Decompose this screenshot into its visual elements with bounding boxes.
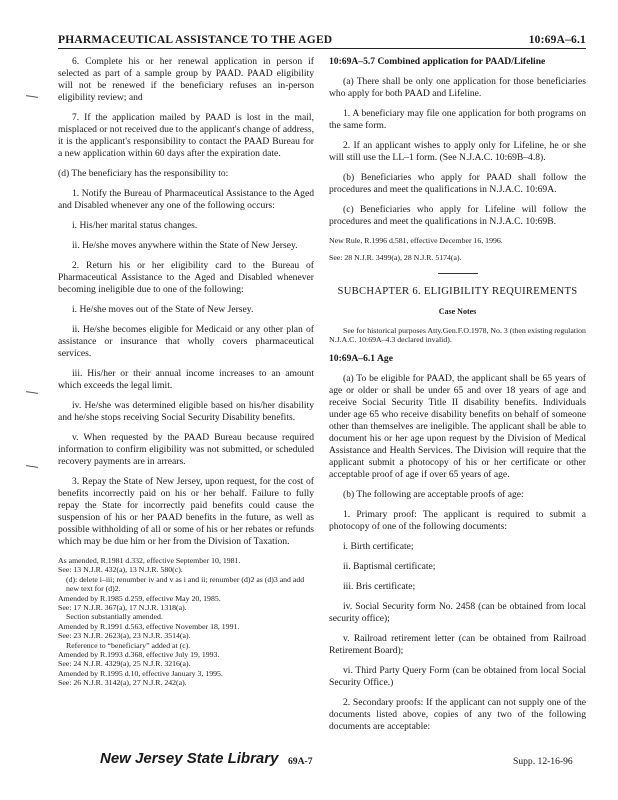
header-title: PHARMACEUTICAL ASSISTANCE TO THE AGED <box>58 34 333 46</box>
note-line: As amended, R.1981 d.332, effective September 10, 1981. <box>58 556 241 565</box>
paragraph: ii. Baptismal certificate; <box>343 560 436 572</box>
section-heading: 10:69A–5.7 Combined application for PAAD/Lifeline <box>329 56 546 67</box>
left-column <box>58 56 314 688</box>
paragraph: (b) Beneficiaries who apply for PAAD shall follow the procedures and meet the qualifications in N.J.A.C. 10:69A. <box>329 172 586 195</box>
margin-mark <box>26 391 38 394</box>
paragraph: 1. A beneficiary may file one application for both programs on the same form. <box>329 108 586 131</box>
paragraph: i. His/her marital status changes. <box>72 220 198 231</box>
note-line: See: 13 N.J.R. 432(a), 13 N.J.R. 580(c). <box>58 565 183 575</box>
margin-mark <box>26 465 38 468</box>
paragraph: 2. Secondary proofs: If the applicant can not supply one of the documents listed above, copies of any two of the following documents are acceptable: <box>329 696 586 732</box>
paragraph: 2. Return his or her eligibility card to the Bureau of Pharmaceutical Assistance to the Aged and Disabled whenever becoming ineligible due to one of the following: <box>58 260 314 295</box>
note-line: See: 28 N.J.R. 3499(a), 28 N.J.R. 5174(a). <box>329 253 462 263</box>
paragraph: iv. He/she was determined eligible based on his/her disability and he/she stops receiving Social Security Disability benefits. <box>58 400 314 423</box>
case-notes-heading: Case Notes <box>438 306 477 316</box>
paragraph: iii. His/her or their annual income increases to an amount which exceeds the legal limit. <box>58 368 314 391</box>
paragraph: vi. Third Party Query Form (can be obtained from local Social Security Office.) <box>329 664 586 688</box>
header-rule <box>58 48 586 49</box>
paragraph: iii. Bris certificate; <box>343 580 416 592</box>
paragraph: 6. Complete his or her renewal application in person if selected as part of a sample group by PAAD. PAAD eligibility will not be renewed if the beneficiary refuses an in-person eligibility review; and <box>58 56 314 103</box>
margin-mark <box>26 95 38 98</box>
page-number: 69A-7 <box>288 756 313 767</box>
subchapter-heading: SUBCHAPTER 6. ELIGIBILITY REQUIREMENTS <box>337 285 578 297</box>
paragraph: (a) There shall be only one application for those beneficiaries who apply for both PAAD and Lifeline. <box>329 76 586 99</box>
paragraph: (a) To be eligible for PAAD, the applicant shall be 65 years of age or older or shall be under 65 and over 18 years of age and receive Social Security Title II disability benefits. Individuals under age 65 who receive disability benefits on behalf of someone other than themselves are ineligible. The applicant shall be able to document his or her age upon request by the Division of Medical Assistance and Health Services. The Division will require that the applicant submit a photocopy of his or her certificate or other acceptable proof of age if over 65 years of age. <box>329 372 586 480</box>
note-line: See: 24 N.J.R. 4329(a), 25 N.J.R. 3216(a). <box>58 659 191 669</box>
amendment-notes <box>58 556 314 688</box>
paragraph: ii. He/she becomes eligible for Medicaid or any other plan of assistance or insurance that wholly covers pharmaceutical services. <box>58 324 314 359</box>
paragraph: 7. If the application mailed by PAAD is lost in the mail, misplaced or not received due to the applicant's change of address, it is the applicant's responsibility to contact the PAAD Bureau for a new application within 60 days after the expiration date. <box>58 112 314 159</box>
library-stamp: New Jersey State Library <box>100 750 279 767</box>
separator-rule <box>438 273 478 274</box>
note-line: Amended by R.1991 d.563, effective November 18, 1991. <box>58 621 240 631</box>
note-line: See: 17 N.J.R. 367(a), 17 N.J.R. 1318(a). <box>58 603 187 613</box>
case-note: See for historical purposes Atty.Gen.F.O.1978, No. 3 (then existing regulation N.J.A.C. 10:69A–4.3 declared invalid). <box>329 325 586 345</box>
paragraph: 1. Notify the Bureau of Pharmaceutical Assistance to the Aged and Disabled whenever any one of the following occurs: <box>58 188 314 211</box>
note-line: New Rule, R.1996 d.581, effective December 16, 1996. <box>329 236 503 245</box>
paragraph: (c) Beneficiaries who apply for Lifeline will follow the procedures and meet the qualifications in N.J.A.C. 10:69B. <box>329 204 586 227</box>
note-line: Reference to “beneficiary” added at (c). <box>66 640 191 650</box>
note-line: See: 23 N.J.R. 2623(a), 23 N.J.R. 3514(a). <box>58 631 191 641</box>
paragraph: ii. He/she moves anywhere within the State of New Jersey. <box>72 240 298 251</box>
header-section-number: 10:69A–6.1 <box>528 34 586 46</box>
note-line: (d): delete i–iii; renumber iv and v as i and ii; renumber (d)2 as (d)3 and add new text for (d)2. <box>66 574 305 594</box>
supplement-date: Supp. 12-16-96 <box>513 756 573 767</box>
paragraph: (d) The beneficiary has the responsibility to: <box>58 168 229 179</box>
note-line: See: 26 N.J.R. 3142(a), 27 N.J.R. 242(a). <box>58 678 187 688</box>
paragraph: 2. If an applicant wishes to apply only for Lifeline, he or she will still use the LL–1 form. (See N.J.A.C. 10:69B–4.8). <box>329 140 586 163</box>
paragraph: i. Birth certificate; <box>343 540 414 552</box>
paragraph: (b) The following are acceptable proofs of age: <box>343 488 524 500</box>
note-line: Section substantially amended. <box>66 612 163 622</box>
section-heading: 10:69A–6.1 Age <box>329 352 393 364</box>
note-line: Amended by R.1995 d.10, effective January 3, 1995. <box>58 668 223 678</box>
paragraph: 1. Primary proof: The applicant is required to submit a photocopy of one of the following documents: <box>329 508 586 532</box>
right-column <box>329 56 586 741</box>
paragraph: v. Railroad retirement letter (can be obtained from Railroad Retirement Board); <box>329 632 586 656</box>
paragraph: 3. Repay the State of New Jersey, upon request, for the cost of benefits incorrectly paid on his or her behalf. Failure to fully repay the State for incorrectly paid benefits could cause the suspension of his or her PAAD benefits in the future, as well as possible withholding of all or some of his or her rebates or refunds which may be due him or her from the Division of Taxation. <box>58 476 314 547</box>
paragraph: iv. Social Security form No. 2458 (can be obtained from local security office); <box>329 600 586 624</box>
note-line: Amended by R.1993 d.368, effective July 19, 1993. <box>58 650 220 660</box>
paragraph: i. He/she moves out of the State of New Jersey. <box>72 304 254 315</box>
paragraph: v. When requested by the PAAD Bureau because required information to confirm eligibility was not submitted, or scheduled recovery payments are in arrears. <box>58 432 314 467</box>
note-line: Amended by R.1985 d.259, effective May 20, 1985. <box>58 593 221 603</box>
